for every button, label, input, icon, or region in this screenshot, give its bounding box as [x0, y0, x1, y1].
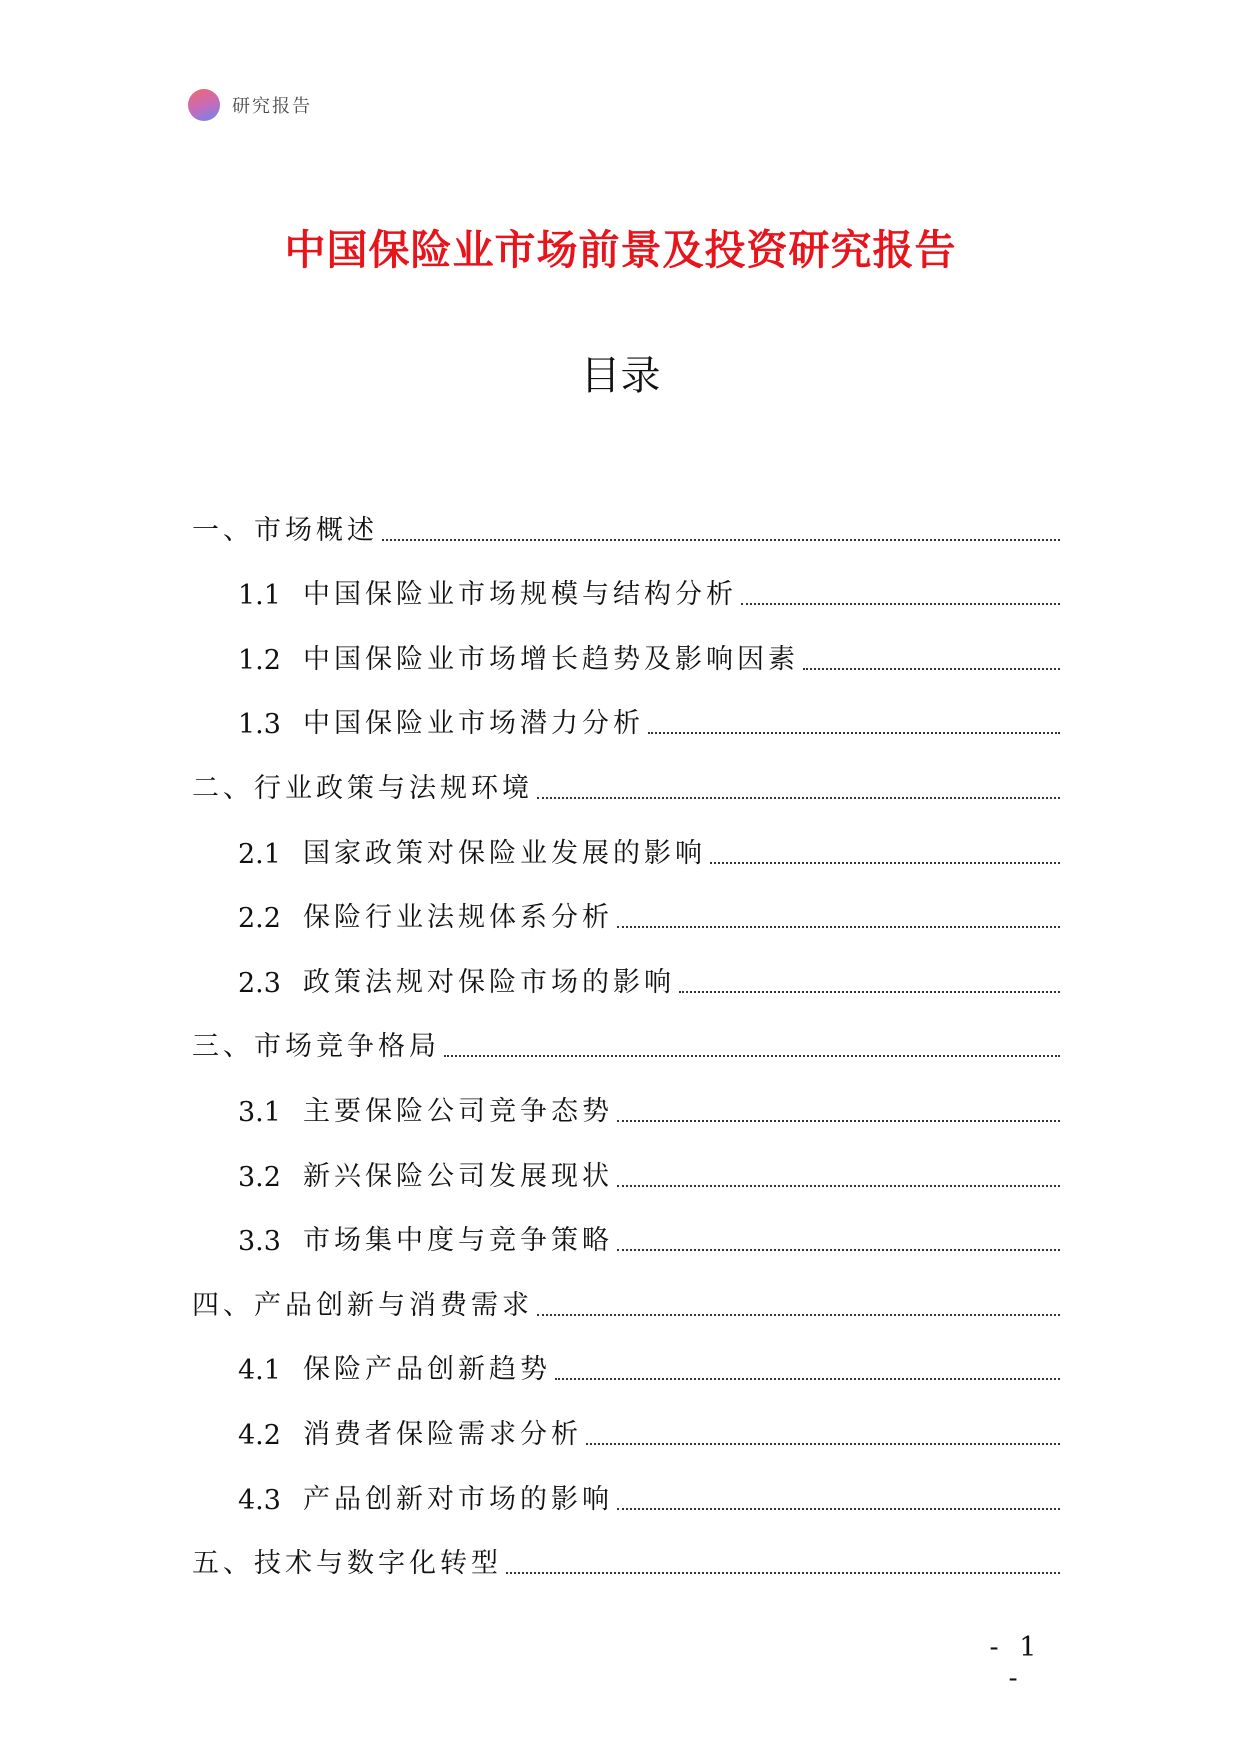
toc-dot-leader [617, 926, 1060, 928]
toc-entry-number: 1.2 [238, 644, 281, 676]
toc-entry-number: 3.1 [238, 1096, 281, 1128]
toc-chapter-entry[interactable] [192, 1257, 1060, 1322]
header-label: 研究报告 [232, 96, 312, 117]
toc-entry-text: 保险行业法规体系分析 [302, 902, 613, 934]
toc-entry-text: 主要保险公司竞争态势 [302, 1095, 613, 1127]
toc-heading: 目录 [580, 353, 661, 399]
toc-dot-leader [803, 668, 1060, 670]
toc-section-entry[interactable] [192, 676, 1060, 741]
toc-entry-text: 产品创新对市场的影响 [302, 1483, 613, 1515]
toc-dot-leader [648, 732, 1060, 734]
toc-chapter-entry[interactable] [192, 740, 1060, 805]
toc-entry-number: 3.3 [238, 1226, 281, 1258]
toc-dot-leader [586, 1443, 1060, 1445]
toc-section-entry[interactable] [192, 611, 1060, 676]
toc-section-entry[interactable] [192, 805, 1060, 870]
toc-entry-number: 4.2 [238, 1419, 281, 1451]
document-title: 中国保险业市场前景及投资研究报告 [284, 226, 957, 274]
toc-section-entry[interactable] [192, 547, 1060, 612]
toc-entry-number: 2.1 [238, 838, 281, 870]
toc-entry-number: 1.3 [238, 709, 281, 741]
toc-entry-text: 四、产品创新与消费需求 [192, 1289, 533, 1321]
toc-entry-text: 市场集中度与竞争策略 [302, 1225, 613, 1257]
toc-entry-text: 新兴保险公司发展现状 [302, 1160, 613, 1192]
toc-entry-number: 4.1 [238, 1355, 281, 1387]
toc-dot-leader [710, 862, 1060, 864]
toc-entry-text: 中国保险业市场规模与结构分析 [302, 579, 737, 611]
page-header [188, 89, 312, 121]
toc-section-entry[interactable] [192, 934, 1060, 999]
toc-entry-text: 中国保险业市场潜力分析 [302, 708, 644, 740]
toc-entry-number: 4.3 [238, 1484, 281, 1516]
table-of-contents [192, 482, 1060, 1580]
toc-chapter-entry[interactable] [192, 1516, 1060, 1581]
logo-icon [188, 89, 220, 121]
toc-section-entry[interactable] [192, 1128, 1060, 1193]
toc-entry-number: 3.2 [238, 1161, 281, 1193]
toc-entry-text: 三、市场竞争格局 [192, 1031, 440, 1063]
toc-dot-leader [537, 797, 1060, 799]
toc-entry-text: 保险产品创新趋势 [302, 1354, 551, 1386]
toc-section-entry[interactable] [192, 870, 1060, 935]
toc-entry-text: 消费者保险需求分析 [302, 1418, 582, 1450]
toc-dot-leader [555, 1378, 1060, 1380]
toc-entry-number: 2.3 [238, 967, 281, 999]
toc-entry-text: 中国保险业市场增长趋势及影响因素 [302, 643, 799, 675]
toc-entry-text: 国家政策对保险业发展的影响 [302, 837, 706, 869]
toc-dot-leader [537, 1314, 1060, 1316]
toc-section-entry[interactable] [192, 1193, 1060, 1258]
toc-entry-text: 二、行业政策与法规环境 [192, 772, 533, 804]
toc-section-entry[interactable] [192, 1451, 1060, 1516]
toc-entry-number: 2.2 [238, 903, 281, 935]
page-number: - 1 - [989, 1632, 1043, 1694]
toc-section-entry[interactable] [192, 1322, 1060, 1387]
toc-entry-text: 五、技术与数字化转型 [192, 1548, 502, 1580]
toc-section-entry[interactable] [192, 1386, 1060, 1451]
toc-dot-leader [382, 539, 1060, 541]
toc-dot-leader [617, 1249, 1060, 1251]
toc-dot-leader [679, 991, 1060, 993]
toc-entry-text: 一、市场概述 [192, 514, 378, 546]
toc-dot-leader [444, 1055, 1060, 1057]
toc-dot-leader [617, 1185, 1060, 1187]
toc-dot-leader [741, 603, 1060, 605]
toc-dot-leader [617, 1120, 1060, 1122]
toc-entry-number: 1.1 [238, 580, 281, 612]
toc-section-entry[interactable] [192, 1063, 1060, 1128]
toc-chapter-entry[interactable] [192, 999, 1060, 1064]
toc-dot-leader [617, 1508, 1060, 1510]
toc-chapter-entry[interactable] [192, 482, 1060, 547]
toc-entry-text: 政策法规对保险市场的影响 [302, 966, 675, 998]
toc-dot-leader [506, 1572, 1060, 1574]
